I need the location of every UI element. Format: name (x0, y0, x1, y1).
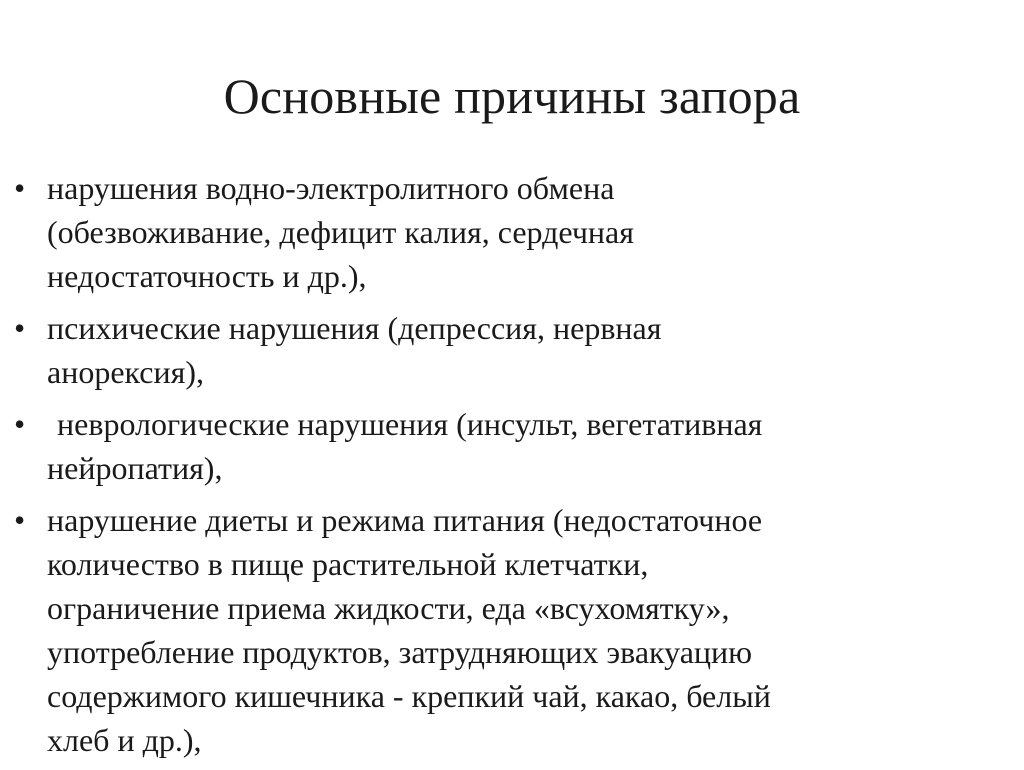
list-item-text (47, 402, 1004, 490)
list-item-line: употребление продуктов, затрудняющих эвакуацию (47, 634, 753, 670)
bullet-list (14, 166, 1004, 770)
list-item-text (47, 306, 1004, 394)
list-item-mental (14, 306, 1004, 394)
bullet-icon: • (14, 310, 26, 346)
list-item-water-electrolyte (14, 166, 1004, 298)
list-item-line: нарушение диеты и режима питания (недостаточное (47, 502, 763, 538)
list-item-text (47, 166, 1004, 298)
list-item-line: недостаточность и др.), (47, 258, 367, 294)
list-item-line: нарушения водно-электролитного обмена (47, 170, 615, 206)
list-item-diet (14, 498, 1004, 762)
list-item-line: ограничение приема жидкости, еда «всухомятку», (47, 590, 730, 626)
list-item-line: анорексия), (47, 354, 204, 390)
list-item-line: количество в пище растительной клетчатки, (47, 546, 649, 582)
list-item-line: неврологические нарушения (инсульт, вегетативная (57, 406, 763, 442)
bullet-icon: • (14, 170, 26, 206)
bullet-icon: • (14, 502, 26, 538)
list-item-neurological (14, 402, 1004, 490)
list-item-line: психические нарушения (депрессия, нервная (47, 310, 662, 346)
slide-title: Основные причины запора (223, 68, 801, 124)
list-item-line: (обезвоживание, дефицит калия, сердечная (47, 214, 634, 250)
list-item-line: хлеб и др.), (47, 722, 202, 758)
bullet-icon: • (14, 406, 26, 442)
list-item-line: содержимого кишечника - крепкий чай, какао, белый (47, 678, 771, 714)
list-item-text (47, 498, 1004, 762)
list-item-line: нейропатия), (47, 450, 223, 486)
